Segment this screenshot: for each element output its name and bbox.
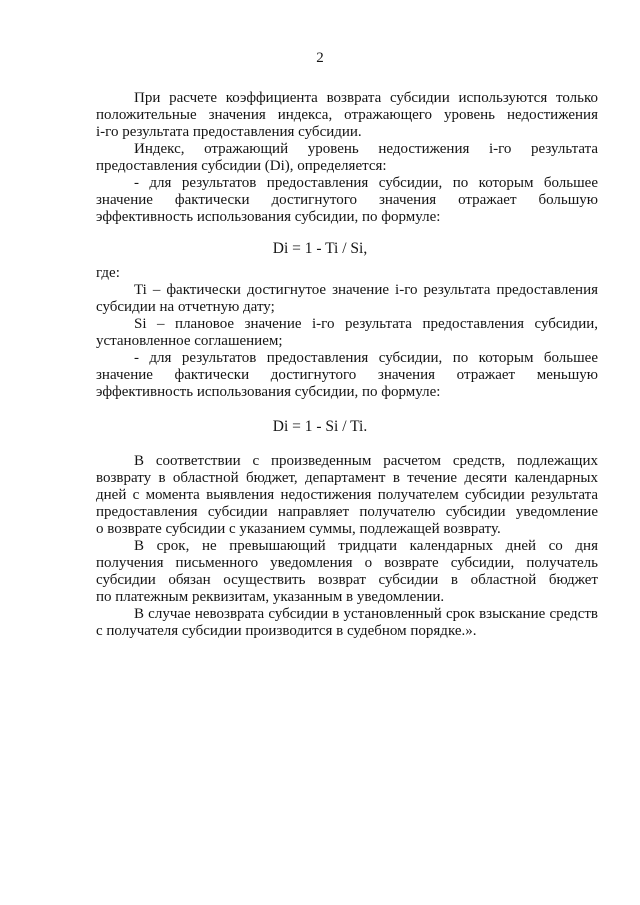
text-line: значение фактически достигнутого значения отражает меньшую	[96, 367, 598, 383]
text-line: эффективность использования субсидии, по формуле:	[96, 209, 441, 225]
text-line: В соответствии с произведенным расчетом средств, подлежащих	[134, 453, 598, 469]
formula-2: Di = 1 - Si / Ti.	[272, 418, 368, 435]
where-label: где:	[96, 265, 120, 281]
text-column	[96, 0, 598, 905]
text-line: В срок, не превышающий тридцати календарных дней со дня	[134, 538, 598, 554]
text-line: Si – плановое значение i-го результата предоставления субсидии,	[134, 316, 598, 332]
page-number: 2	[316, 50, 324, 66]
text-line: - для результатов предоставления субсидии, по которым большее	[134, 350, 598, 366]
text-line: о возврате субсидии с указанием суммы, подлежащей возврату.	[96, 521, 501, 537]
text-line: субсидии обязан осуществить возврат субсидии в областной бюджет	[96, 572, 598, 588]
text-line: Индекс, отражающий уровень недостижения i-го результата	[134, 141, 598, 157]
text-line: получения письменного уведомления о возврате субсидии, получатель	[96, 555, 598, 571]
text-line: В случае невозврата субсидии в установленный срок взыскание средств	[134, 606, 598, 622]
text-line: с получателя субсидии производится в судебном порядке.».	[96, 623, 477, 639]
text-line: - для результатов предоставления субсидии, по которым большее	[134, 175, 598, 191]
text-line: положительные значения индекса, отражающего уровень недостижения	[96, 107, 598, 123]
text-line: эффективность использования субсидии, по формуле:	[96, 384, 441, 400]
text-line: по платежным реквизитам, указанным в уведомлении.	[96, 589, 445, 605]
formula-1: Di = 1 - Ti / Si,	[272, 240, 368, 257]
text-line: значение фактически достигнутого значения отражает большую	[96, 192, 598, 208]
text-line: субсидии на отчетную дату;	[96, 299, 275, 315]
text-line: установленное соглашением;	[96, 333, 283, 349]
text-line: предоставления субсидии (Di), определяется:	[96, 158, 387, 174]
text-line: предоставления субсидии направляет получателю субсидии уведомление	[96, 504, 598, 520]
text-line: i-го результата предоставления субсидии.	[96, 124, 362, 140]
text-line: возврату в областной бюджет, департамент в течение десяти календарных	[96, 470, 598, 486]
text-line: Ti – фактически достигнутое значение i-го результата предоставления	[134, 282, 598, 298]
text-line: При расчете коэффициента возврата субсидии используются только	[134, 90, 598, 106]
text-line: дней с момента выявления недостижения получателем субсидии результата	[96, 487, 598, 503]
